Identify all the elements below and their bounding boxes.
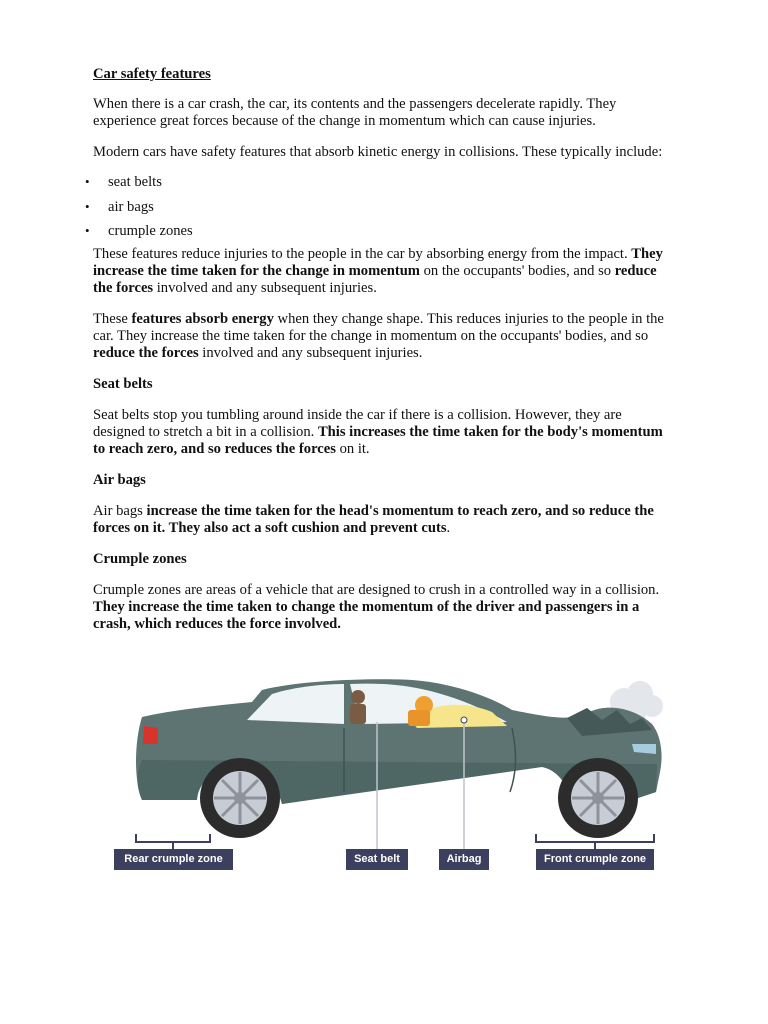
list-item: • air bags — [85, 198, 154, 215]
bullet-icon: • — [85, 198, 90, 214]
car-safety-diagram — [112, 672, 668, 878]
crumple-zones-heading: Crumple zones — [93, 550, 187, 567]
bullet-icon: • — [85, 223, 90, 238]
rear-wheel — [200, 758, 280, 838]
airbag-label: Airbag — [439, 849, 489, 870]
rear-crumple-zone-label: Rear crumple zone — [114, 849, 233, 870]
document-body — [85, 66, 673, 647]
features-intro-paragraph: Modern cars have safety features that absorb kinetic energy in collisions. These typically include: — [93, 144, 663, 160]
bullet-icon: • — [85, 174, 90, 189]
rear-zone-bracket — [136, 834, 210, 849]
air-bags-heading: Air bags — [93, 471, 146, 488]
seat-belt-label: Seat belt — [346, 849, 408, 870]
passenger-icon — [351, 690, 365, 704]
intro-paragraph: When there is a car crash, the car, its contents and the passengers decelerate rapidly. They experience great forces because of the change in momentum which can cause injuries. — [93, 96, 617, 129]
list-item: • crumple zones — [85, 223, 193, 239]
safety-feature-list — [85, 174, 673, 240]
taillight — [143, 726, 158, 744]
absorb-energy-paragraph: These features absorb energy when they change shape. This reduces injuries to the people in the car. They increase the time taken for the change in momentum on the occupants' bodies, and so reduce the forces involved and any subsequent injuries. — [93, 310, 664, 361]
crumple-zones-paragraph: Crumple zones are areas of a vehicle that are designed to crush in a controlled way in a collision. They increase the time taken to change the momentum of the driver and passengers in a crash, which reduces the force involved. — [93, 581, 660, 632]
car-illustration — [112, 672, 668, 878]
features-effect-paragraph: These features reduce injuries to the people in the car by absorbing energy from the impact. They increase the time taken for the change in momentum on the occupants' bodies, and so reduce the forces involved and any subsequent injuries. — [93, 245, 663, 296]
seat-belts-heading: Seat belts — [93, 375, 153, 392]
list-item: • seat belts — [85, 174, 162, 190]
document-title: Car safety features — [93, 66, 211, 82]
air-bags-paragraph: Air bags increase the time taken for the head's momentum to reach zero, and so reduce the forces on it. They also act a soft cushion and prevent cuts. — [93, 502, 654, 536]
seat-belts-paragraph: Seat belts stop you tumbling around inside the car if there is a collision. However, they are designed to stretch a bit in a collision. This increases the time taken for the body's momentum to reach zero, and so reduces the forces on it. — [93, 406, 663, 457]
front-wheel — [558, 758, 638, 838]
front-crumple-zone-label: Front crumple zone — [536, 849, 654, 870]
